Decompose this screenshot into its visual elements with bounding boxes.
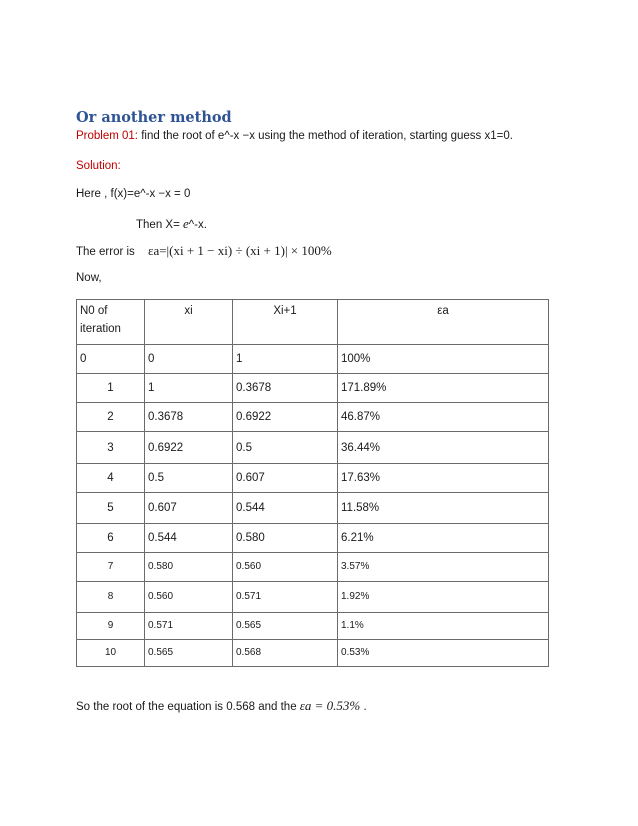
iteration-number: 1 <box>77 374 145 403</box>
problem-statement <box>76 130 513 142</box>
header-xi: xi <box>145 300 233 345</box>
error-line <box>76 243 332 259</box>
error-value: 100% <box>338 345 549 374</box>
xi-value: 0.5 <box>145 464 233 493</box>
error-value: 171.89% <box>338 374 549 403</box>
table-row <box>77 640 549 667</box>
table-row <box>77 345 549 374</box>
iteration-number: 7 <box>77 553 145 582</box>
error-prefix: The error is <box>76 246 135 258</box>
conclusion-prefix: So the root of the equation is 0.568 and the <box>76 701 300 713</box>
xi-value: 0.544 <box>145 524 233 553</box>
header-iteration: N0 of iteration <box>77 300 145 345</box>
table-row <box>77 582 549 613</box>
xi-plus-1-value: 0.607 <box>233 464 338 493</box>
xi-plus-1-value: 0.560 <box>233 553 338 582</box>
header-xi-plus-1: Xi+1 <box>233 300 338 345</box>
xi-value: 0 <box>145 345 233 374</box>
table-row <box>77 464 549 493</box>
xi-plus-1-value: 0.5 <box>233 432 338 464</box>
iteration-number: 9 <box>77 613 145 640</box>
problem-label: Problem 01: <box>76 130 139 142</box>
xi-value: 0.3678 <box>145 403 233 432</box>
error-value: 17.63% <box>338 464 549 493</box>
table-row <box>77 403 549 432</box>
xi-plus-1-value: 0.565 <box>233 613 338 640</box>
xi-value: 0.560 <box>145 582 233 613</box>
then-math: e <box>183 216 189 231</box>
here-line: Here , f(x)=e^-x −x = 0 <box>76 188 191 200</box>
xi-plus-1-value: 0.580 <box>233 524 338 553</box>
xi-value: 0.580 <box>145 553 233 582</box>
xi-plus-1-value: 0.6922 <box>233 403 338 432</box>
xi-plus-1-value: 0.571 <box>233 582 338 613</box>
conclusion-math: εa = 0.53% <box>299 698 361 713</box>
xi-plus-1-value: 0.3678 <box>233 374 338 403</box>
error-formula: εa=|(xi + 1 − xi) ÷ (xi + 1)| × 100% <box>148 243 332 258</box>
iteration-number: 0 <box>77 345 145 374</box>
then-suffix: ^-x. <box>188 219 207 231</box>
iteration-number: 5 <box>77 493 145 524</box>
iteration-number: 4 <box>77 464 145 493</box>
table-row <box>77 493 549 524</box>
iteration-number: 3 <box>77 432 145 464</box>
table-row <box>77 524 549 553</box>
then-prefix: Then X= <box>136 219 183 231</box>
error-value: 36.44% <box>338 432 549 464</box>
error-value: 11.58% <box>338 493 549 524</box>
iteration-table <box>76 299 549 667</box>
table-row <box>77 553 549 582</box>
now-label: Now, <box>76 272 102 284</box>
error-value: 46.87% <box>338 403 549 432</box>
iteration-number: 2 <box>77 403 145 432</box>
error-value: 3.57% <box>338 553 549 582</box>
iteration-number: 8 <box>77 582 145 613</box>
then-line <box>136 216 207 232</box>
xi-value: 0.6922 <box>145 432 233 464</box>
iteration-number: 6 <box>77 524 145 553</box>
xi-plus-1-value: 0.544 <box>233 493 338 524</box>
conclusion-line <box>76 698 367 714</box>
xi-value: 1 <box>145 374 233 403</box>
xi-value: 0.607 <box>145 493 233 524</box>
error-value: 6.21% <box>338 524 549 553</box>
header-error: εa <box>338 300 549 345</box>
page-heading: Or another method <box>76 109 232 126</box>
solution-label: Solution: <box>76 160 121 172</box>
xi-value: 0.565 <box>145 640 233 667</box>
xi-plus-1-value: 1 <box>233 345 338 374</box>
error-value: 1.1% <box>338 613 549 640</box>
xi-plus-1-value: 0.568 <box>233 640 338 667</box>
table-row <box>77 613 549 640</box>
xi-value: 0.571 <box>145 613 233 640</box>
table-row <box>77 432 549 464</box>
table-row <box>77 374 549 403</box>
table-header-row <box>77 300 549 345</box>
error-value: 0.53% <box>338 640 549 667</box>
iteration-number: 10 <box>77 640 145 667</box>
problem-text: find the root of e^-x −x using the method of iteration, starting guess x1=0. <box>138 130 513 142</box>
conclusion-suffix: . <box>360 701 367 713</box>
error-value: 1.92% <box>338 582 549 613</box>
